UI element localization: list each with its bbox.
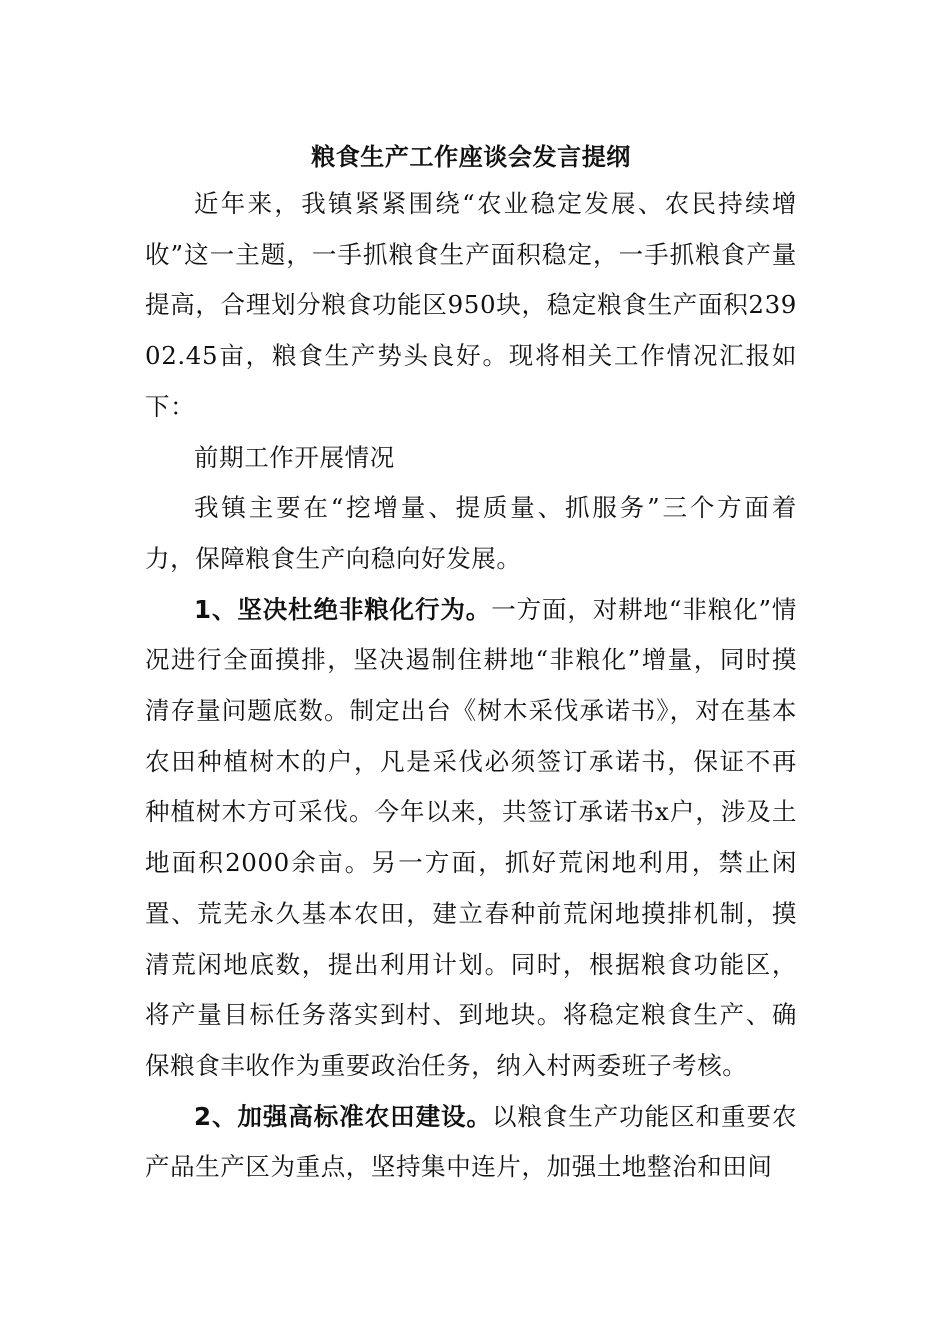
document-page <box>145 138 797 1193</box>
intro-paragraph: 近年来，我镇紧紧围绕“农业稳定发展、农民持续增收”这一主题，一手抓粮食生产面积稳定，一手抓粮食产量提高，合理划分粮食功能区950块，稳定粮食生产面积23902.45亩，粮食生产势头良好。现将相关工作情况汇报如下： <box>145 189 797 421</box>
item-paragraph-1 <box>145 585 797 1092</box>
item-lead-1: 1、坚决杜绝非粮化行为。 <box>194 594 492 624</box>
section-intro-paragraph: 我镇主要在“挖增量、提质量、抓服务”三个方面着力，保障粮食生产向稳向好发展。 <box>145 493 797 573</box>
item-body-1: 一方面，对耕地“非粮化”情况进行全面摸排，坚决遏制住耕地“非粮化”增量，同时摸清存量问题底数。制定出台《树木采伐承诺书》，对在基本农田种植树木的户，凡是采伐必须签订承诺书，保证不再种植树木方可采伐。今年以来，共签订承诺书x户，涉及土地面积2000余亩。另一方面，抓好荒闲地利用，禁止闲置、荒芜永久基本农田，建立春种前荒闲地摸排机制，摸清荒闲地底数，提出利用计划。同时，根据粮食功能区，将产量目标任务落实到村、到地块。将稳定粮食生产、确保粮食丰收作为重要政治任务，纳入村两委班子考核。 <box>145 594 797 1080</box>
item-lead-2: 2、加强高标准农田建设。 <box>194 1101 492 1131</box>
section-heading: 前期工作开展情况 <box>194 442 395 472</box>
document-title: 粮食生产工作座谈会发言提纲 <box>311 143 631 171</box>
item-body-2: 以粮食生产功能区和重要农产品生产区为重点，坚持集中连片，加强土地整治和田间 <box>145 1101 798 1182</box>
item-paragraph-2 <box>145 1092 797 1193</box>
